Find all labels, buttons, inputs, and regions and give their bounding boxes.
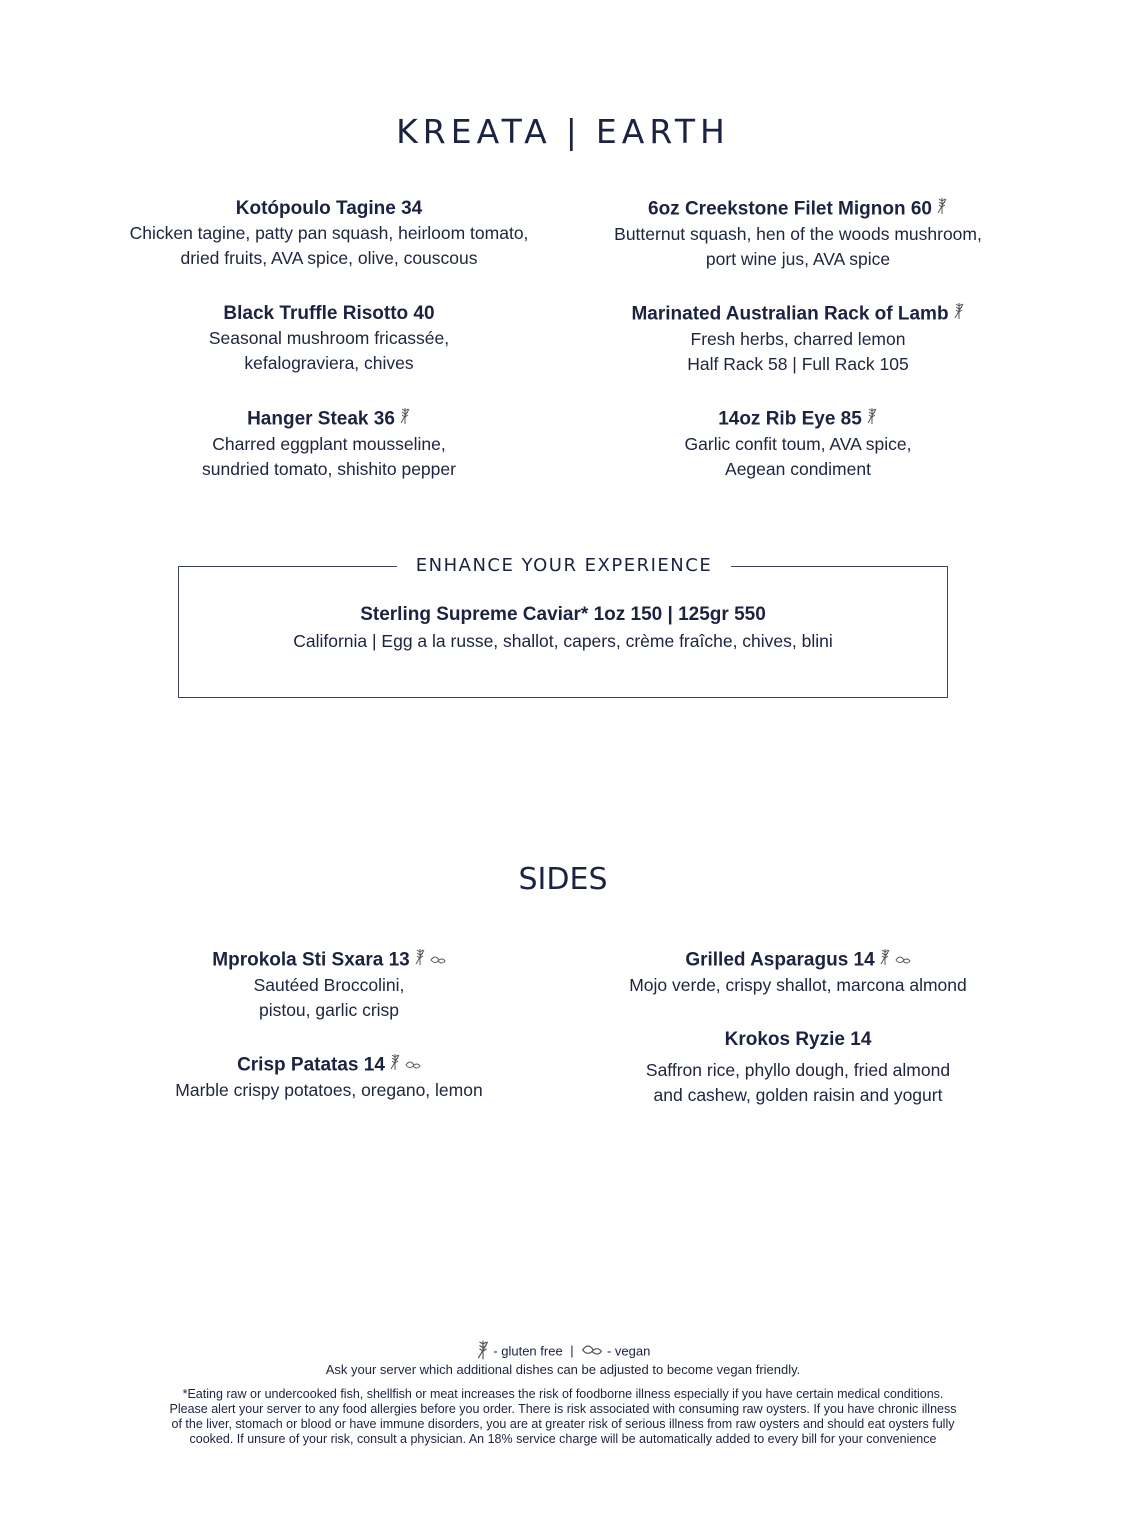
menu-item-desc-line: Fresh herbs, charred lemon xyxy=(690,329,906,349)
vegan-adjust-note: Ask your server which additional dishes can be adjusted to become vegan friendly. xyxy=(325,1362,801,1377)
gluten-free-icon xyxy=(414,948,426,973)
menu-item-name xyxy=(89,197,569,221)
gluten-free-icon xyxy=(866,407,878,432)
menu-item-name xyxy=(89,302,569,326)
enhance-title: ENHANCE YOUR EXPERIENCE xyxy=(397,554,731,578)
menu-item-title: 14oz Rib Eye 85 xyxy=(718,408,862,430)
side-item-title: Mprokola Sti Sxara 13 xyxy=(212,949,410,971)
side-item-desc-line: Sautéed Broccolini, xyxy=(253,975,405,995)
side-item xyxy=(558,1028,1038,1108)
side-item-desc-line: pistou, garlic crisp xyxy=(258,1000,400,1020)
vegan-icon xyxy=(430,949,446,973)
side-item xyxy=(558,948,1038,998)
menu-item-title: Hanger Steak 36 xyxy=(247,408,395,430)
vegan-icon xyxy=(895,949,911,973)
menu-item xyxy=(89,407,569,482)
menu-item-desc-line: Chicken tagine, patty pan squash, heirloom tomato, xyxy=(129,223,529,243)
menu-item xyxy=(89,197,569,271)
side-item-desc-line: Saffron rice, phyllo dough, fried almond xyxy=(645,1060,951,1080)
menu-item-title: Kotópoulo Tagine 34 xyxy=(235,198,423,219)
side-item-name xyxy=(558,1028,1038,1052)
brand-name: KREATA xyxy=(396,112,552,151)
side-item-title: Grilled Asparagus 14 xyxy=(685,949,875,971)
menu-item xyxy=(558,407,1038,482)
legend-vegan-label: - vegan xyxy=(606,1343,651,1359)
menu-item-desc-line: Aegean condiment xyxy=(725,459,871,479)
menu-item-title: Black Truffle Risotto 40 xyxy=(223,303,435,324)
side-item xyxy=(89,948,569,1023)
disclaimer-line: of the liver, stomach or blood or have immune disorders, you are at greater risk of serious illness from raw oysters and should eat oysters fully xyxy=(171,1417,955,1431)
brand-title xyxy=(0,112,1126,151)
menu-item xyxy=(558,197,1038,272)
side-item-title: Krokos Ryzie 14 xyxy=(724,1029,872,1050)
menu-item-desc-line: Butternut squash, hen of the woods mushroom, xyxy=(614,224,982,244)
legend-separator: | xyxy=(570,1343,574,1359)
menu-item xyxy=(89,302,569,376)
menu-item-desc-line: Charred eggplant mousseline, xyxy=(212,434,446,454)
caviar-item-name: Sterling Supreme Caviar* 1oz 150 | 125gr 550 xyxy=(360,604,766,625)
menu-item-title: Marinated Australian Rack of Lamb xyxy=(631,303,949,325)
brand-separator: | xyxy=(565,112,582,151)
gluten-free-icon xyxy=(389,1053,401,1078)
side-item-name xyxy=(89,948,569,973)
menu-item-desc-line: kefalograviera, chives xyxy=(244,353,414,373)
disclaimer xyxy=(120,1387,1006,1447)
menu-item xyxy=(558,302,1038,377)
sides-title: SIDES xyxy=(518,862,608,897)
menu-item-desc-line: sundried tomato, shishito pepper xyxy=(202,459,456,479)
gluten-free-icon xyxy=(953,302,965,327)
menu-item-name xyxy=(558,302,1038,327)
side-item-desc-line: Mojo verde, crispy shallot, marcona almond xyxy=(629,975,967,995)
side-item xyxy=(89,1053,569,1103)
menu-item-name xyxy=(89,407,569,432)
disclaimer-line: *Eating raw or undercooked fish, shellfish or meat increases the risk of foodborne illness especially if you have certain medical conditions. xyxy=(182,1387,944,1401)
menu-item-name xyxy=(558,197,1038,222)
side-item-desc-line: Marble crispy potatoes, oregano, lemon xyxy=(175,1080,483,1100)
disclaimer-line: cooked. If unsure of your risk, consult a physician. An 18% service charge will be automatically added to every bill for your convenience xyxy=(189,1432,937,1446)
menu-item-desc-line: Garlic confit toum, AVA spice, xyxy=(684,434,912,454)
side-item-title: Crisp Patatas 14 xyxy=(237,1054,385,1076)
brand-subtitle: EARTH xyxy=(595,112,730,151)
vegan-icon xyxy=(581,1342,603,1362)
disclaimer-line: Please alert your server to any food allergies before you order. There is risk associated with consuming raw oysters. If you have chronic illness xyxy=(169,1402,957,1416)
menu-item-desc-line: dried fruits, AVA spice, olive, couscous xyxy=(180,248,478,268)
gluten-free-icon xyxy=(399,407,411,432)
gluten-free-icon xyxy=(936,197,948,222)
menu-item-desc-line: Half Rack 58 | Full Rack 105 xyxy=(687,354,909,374)
side-item-name xyxy=(558,948,1038,973)
menu-item-desc-line: Seasonal mushroom fricassée, xyxy=(208,328,450,348)
menu-item-title: 6oz Creekstone Filet Mignon 60 xyxy=(648,198,932,220)
vegan-icon xyxy=(405,1054,421,1078)
gluten-free-icon xyxy=(879,948,891,973)
menu-item-desc-line: port wine jus, AVA spice xyxy=(705,249,891,269)
side-item-desc-line: and cashew, golden raisin and yogurt xyxy=(653,1085,943,1105)
legend-gluten-label: - gluten free xyxy=(493,1343,563,1359)
menu-item-name xyxy=(558,407,1038,432)
side-item-name xyxy=(89,1053,569,1078)
caviar-item-desc: California | Egg a la russe, shallot, capers, crème fraîche, chives, blini xyxy=(293,631,833,651)
